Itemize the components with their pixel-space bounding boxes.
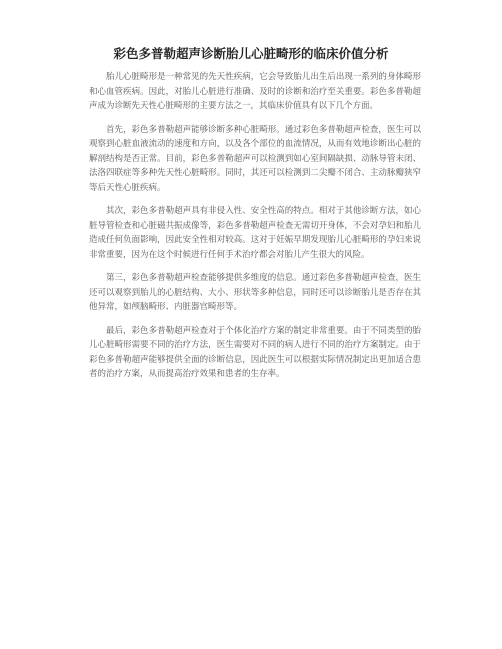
paragraph-second-point: 其次，彩色多普勒超声具有非侵入性、安全性高的特点。相对于其他诊断方法，如心脏导管检查和心脏磁共振成像等，彩色多普勒超声检查无需切开身体，不会对孕妇和胎儿造成任何负面影响，因此安全性相对较高。这对于妊娠早期发现胎儿心脏畸形的孕妇来说非常重要，因为在这个时候进行任何手术治疗都会对胎儿产生很大的风险。: [89, 206, 421, 260]
paragraph-final-point: 最后，彩色多普勒超声检查对于个体化治疗方案的制定非常重要。由于不同类型的胎儿心脏畸形需要不同的治疗方法，医生需要对不同的病人进行不同的治疗方案制定。由于彩色多普勒超声能够提供全面的诊断信息，因此医生可以根据实际情况制定出更加适合患者的治疗方案，从而提高治疗效果和患者的生存率。: [89, 325, 421, 379]
document-title: 彩色多普勒超声诊断胎儿心脏畸形的临床价值分析: [113, 46, 389, 61]
paragraph-intro: 胎儿心脏畸形是一种常见的先天性疾病，它会导致胎儿出生后出现一系列的身体畸形和心血管疾病。因此，对胎儿心脏进行准确、及时的诊断和治疗至关重要。彩色多普勒超声成为诊断先天性心脏畸形的主要方法之一，其临床价值具有以下几个方面。: [89, 72, 421, 111]
paragraph-third-point: 第三，彩色多普勒超声检查能够提供多维度的信息。通过彩色多普勒超声检查，医生还可以观察到胎儿的心脏结构、大小、形状等多种信息，同时还可以诊断胎儿是否存在其他异常，如颅脑畸形、内脏器官畸形等。: [89, 273, 421, 312]
document-body: [89, 70, 421, 391]
paragraph-first-point: 首先，彩色多普勒超声能够诊断多种心脏畸形。通过彩色多普勒超声检查，医生可以观察到心脏血液流动的速度和方向，以及各个部位的血流情况，从而有效地诊断出心脏的解剖结构是否正常。目前，彩色多普勒超声可以检测到如心室间隔缺损、动脉导管未闭、法洛四联症等多种先天性心脏畸形。同时，其还可以检测到二尖瓣不闭合、主动脉瓣狭窄等后天性心脏疾病。: [89, 124, 421, 193]
